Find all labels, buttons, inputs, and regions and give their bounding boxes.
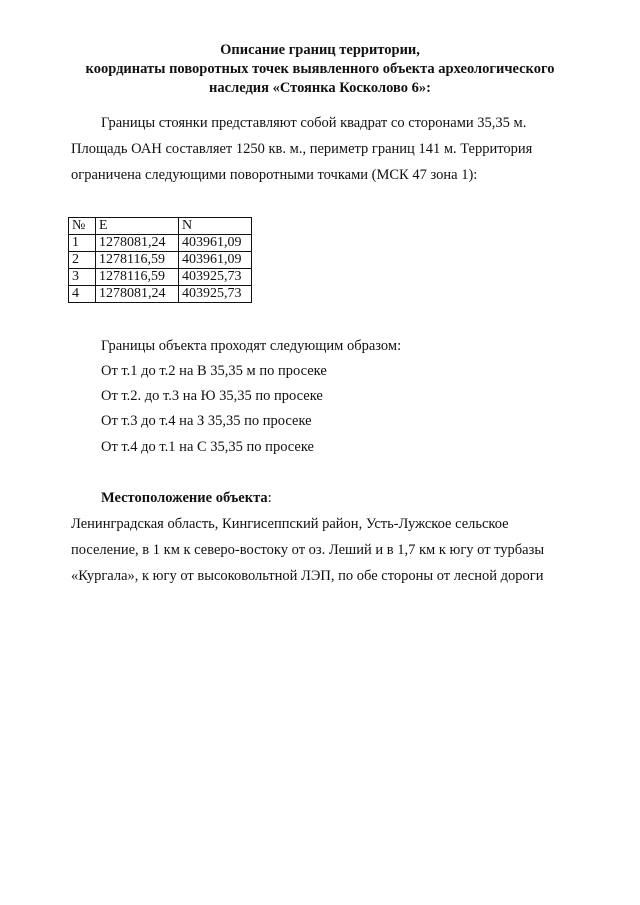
- table-header-row: [69, 218, 252, 235]
- table-cell: 403925,73: [179, 286, 252, 303]
- boundary-item: От т.1 до т.2 на В 35,35 м по просеке: [101, 363, 327, 379]
- document-title-line-3: наследия «Стоянка Косколово 6»:: [209, 80, 431, 96]
- table-cell: 1278116,59: [96, 252, 179, 269]
- table-row: [69, 269, 252, 286]
- location-heading-text: Местоположение объекта: [101, 490, 268, 506]
- table-cell: 403961,09: [179, 252, 252, 269]
- table-cell: 403925,73: [179, 269, 252, 286]
- table-cell: 2: [69, 252, 96, 269]
- table-cell: 1278116,59: [96, 269, 179, 286]
- column-header-n: N: [179, 218, 252, 235]
- boundary-item: От т.3 до т.4 на З 35,35 по просеке: [101, 413, 312, 429]
- boundary-item: От т.4 до т.1 на С 35,35 по просеке: [101, 439, 314, 455]
- document-title-line-1: Описание границ территории,: [220, 42, 420, 58]
- column-header-e: E: [96, 218, 179, 235]
- boundaries-heading: Границы объекта проходят следующим образом:: [101, 338, 402, 354]
- location-line-1: Ленинградская область, Кингисеппский район, Усть-Лужское сельское: [71, 516, 509, 532]
- column-header-number: №: [69, 218, 96, 235]
- table-cell: 1: [69, 235, 96, 252]
- table-cell: 4: [69, 286, 96, 303]
- document-title-line-2: координаты поворотных точек выявленного объекта археологического: [85, 61, 555, 77]
- intro-line-2: Площадь ОАН составляет 1250 кв. м., периметр границ 141 м. Территория: [71, 141, 533, 157]
- location-line-3: «Кургала», к югу от высоковольтной ЛЭП, по обе стороны от лесной дороги: [71, 568, 544, 584]
- table-cell: 3: [69, 269, 96, 286]
- table-cell: 403961,09: [179, 235, 252, 252]
- location-heading: [101, 485, 601, 511]
- intro-line-3: ограничена следующими поворотными точками (МСК 47 зона 1):: [71, 167, 478, 183]
- boundary-item: От т.2. до т.3 на Ю 35,35 по просеке: [101, 388, 323, 404]
- location-line-2: поселение, в 1 км к северо-востоку от оз. Леший и в 1,7 км к югу от турбазы: [71, 542, 545, 558]
- table-row: [69, 286, 252, 303]
- location-heading-colon: :: [267, 490, 272, 506]
- table-row: [69, 252, 252, 269]
- table-cell: 1278081,24: [96, 286, 179, 303]
- table-row: [69, 235, 252, 252]
- intro-line-1: Границы стоянки представляют собой квадрат со сторонами 35,35 м.: [101, 115, 527, 131]
- coordinates-table: [68, 217, 252, 303]
- table-cell: 1278081,24: [96, 235, 179, 252]
